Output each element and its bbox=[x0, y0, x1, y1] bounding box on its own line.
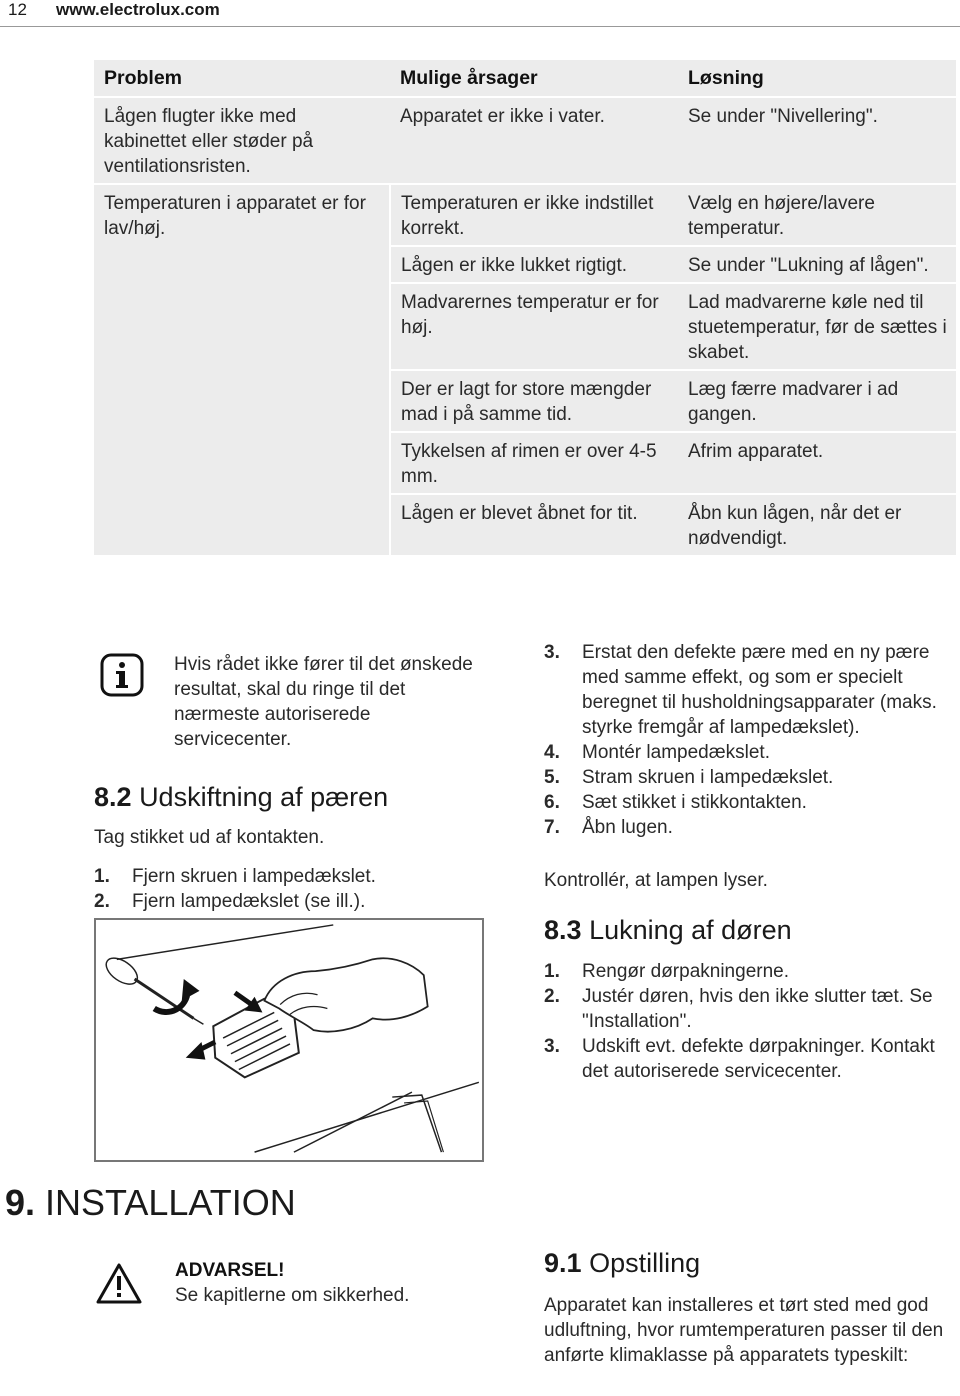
cell-problem: Temperaturen i apparatet er for lav/høj. bbox=[94, 184, 390, 556]
list-item: 3. Udskift evt. defekte dørpakninger. Kontakt det autoriserede servicecenter. bbox=[544, 1036, 935, 1082]
section-title: Opstilling bbox=[589, 1248, 701, 1278]
cell-solution: Se under "Nivellering". bbox=[678, 97, 956, 184]
section-number: 8.2 bbox=[94, 782, 132, 812]
chapter-number: 9. bbox=[5, 1182, 36, 1223]
installation-text: Apparatet kan installeres et tørt sted med god udluftning, hvor rumtemperaturen passer til den anførte klimaklasse på apparatets typeskilt: bbox=[544, 1295, 944, 1366]
warning-icon bbox=[96, 1262, 142, 1304]
section-9-1-heading bbox=[544, 1248, 700, 1279]
chapter-title: INSTALLATION bbox=[45, 1182, 296, 1223]
cell-cause: Tykkelsen af rimen er over 4-5 mm. bbox=[390, 432, 678, 494]
cell-solution: Åbn kun lågen, når det er nødvendigt. bbox=[678, 494, 956, 556]
list-item: 4. Montér lampedækslet. bbox=[544, 742, 770, 763]
cell-cause: Temperaturen er ikke indstillet korrekt. bbox=[390, 184, 678, 246]
section-8-3-heading bbox=[544, 915, 792, 946]
table-row bbox=[94, 97, 956, 184]
header-url: www.electrolux.com bbox=[56, 0, 220, 19]
cell-solution: Lad madvarerne køle ned til stuetemperatur, før de sættes i skabet. bbox=[678, 283, 956, 370]
list-item: 6. Sæt stikket i stikkontakten. bbox=[544, 792, 807, 813]
cell-cause: Der er lagt for store mængder mad i på samme tid. bbox=[390, 370, 678, 432]
cell-cause: Lågen er ikke lukket rigtigt. bbox=[390, 246, 678, 283]
check-lamp-text: Kontrollér, at lampen lyser. bbox=[544, 870, 768, 891]
cell-problem: Lågen flugter ikke med kabinettet eller støder på ventilationsristen. bbox=[94, 97, 390, 184]
list-item: 7. Åbn lugen. bbox=[544, 817, 673, 838]
cell-solution: Afrim apparatet. bbox=[678, 432, 956, 494]
column-header-solution: Løsning bbox=[678, 60, 956, 97]
cell-solution: Vælg en højere/lavere temperatur. bbox=[678, 184, 956, 246]
lamp-cover-illustration bbox=[94, 918, 484, 1162]
section-number: 9.1 bbox=[544, 1248, 582, 1278]
warning-text: Se kapitlerne om sikkerhed. bbox=[175, 1285, 410, 1306]
section-number: 8.3 bbox=[544, 915, 582, 945]
section-title: Lukning af døren bbox=[589, 915, 792, 945]
chapter-9-heading bbox=[5, 1182, 296, 1224]
header-divider bbox=[0, 26, 960, 27]
cell-cause: Apparatet er ikke i vater. bbox=[390, 97, 678, 184]
column-header-problem: Problem bbox=[94, 60, 390, 97]
cell-cause: Madvarernes temperatur er for høj. bbox=[390, 283, 678, 370]
troubleshooting-table bbox=[94, 60, 956, 557]
info-note: Hvis rådet ikke fører til det ønskede resultat, skal du ringe til det nærmeste autoriserede servicecenter. bbox=[174, 654, 473, 750]
list-item: 2. Fjern lampedækslet (se ill.). bbox=[94, 891, 366, 912]
table-row bbox=[94, 184, 956, 246]
list-item: 3. Erstat den defekte pære med en ny pære med samme effekt, og som er specielt beregnet til husholdningsapparater (maks. styrke fremgår af lampedækslet). bbox=[544, 642, 937, 738]
steps-list-left bbox=[94, 864, 474, 914]
cell-cause: Lågen er blevet åbnet for tit. bbox=[390, 494, 678, 556]
column-header-causes: Mulige årsager bbox=[390, 60, 678, 97]
list-item: 1. Fjern skruen i lampedækslet. bbox=[94, 866, 376, 887]
warning-heading: ADVARSEL! bbox=[175, 1260, 285, 1281]
cell-solution: Læg færre madvarer i ad gangen. bbox=[678, 370, 956, 432]
list-item: 2. Justér døren, hvis den ikke slutter tæt. Se "Installation". bbox=[544, 986, 933, 1032]
steps-list-right bbox=[544, 640, 949, 840]
steps-list-door bbox=[544, 959, 954, 1084]
section-title: Udskiftning af pæren bbox=[139, 782, 389, 812]
list-item: 5. Stram skruen i lampedækslet. bbox=[544, 767, 834, 788]
table-header-row bbox=[94, 60, 956, 97]
section-8-2-heading bbox=[94, 782, 388, 813]
page-number: 12 bbox=[8, 0, 27, 19]
info-icon bbox=[100, 653, 144, 697]
section-8-2-intro: Tag stikket ud af kontakten. bbox=[94, 827, 325, 848]
list-item: 1. Rengør dørpakningerne. bbox=[544, 961, 789, 982]
cell-solution: Se under "Lukning af lågen". bbox=[678, 246, 956, 283]
